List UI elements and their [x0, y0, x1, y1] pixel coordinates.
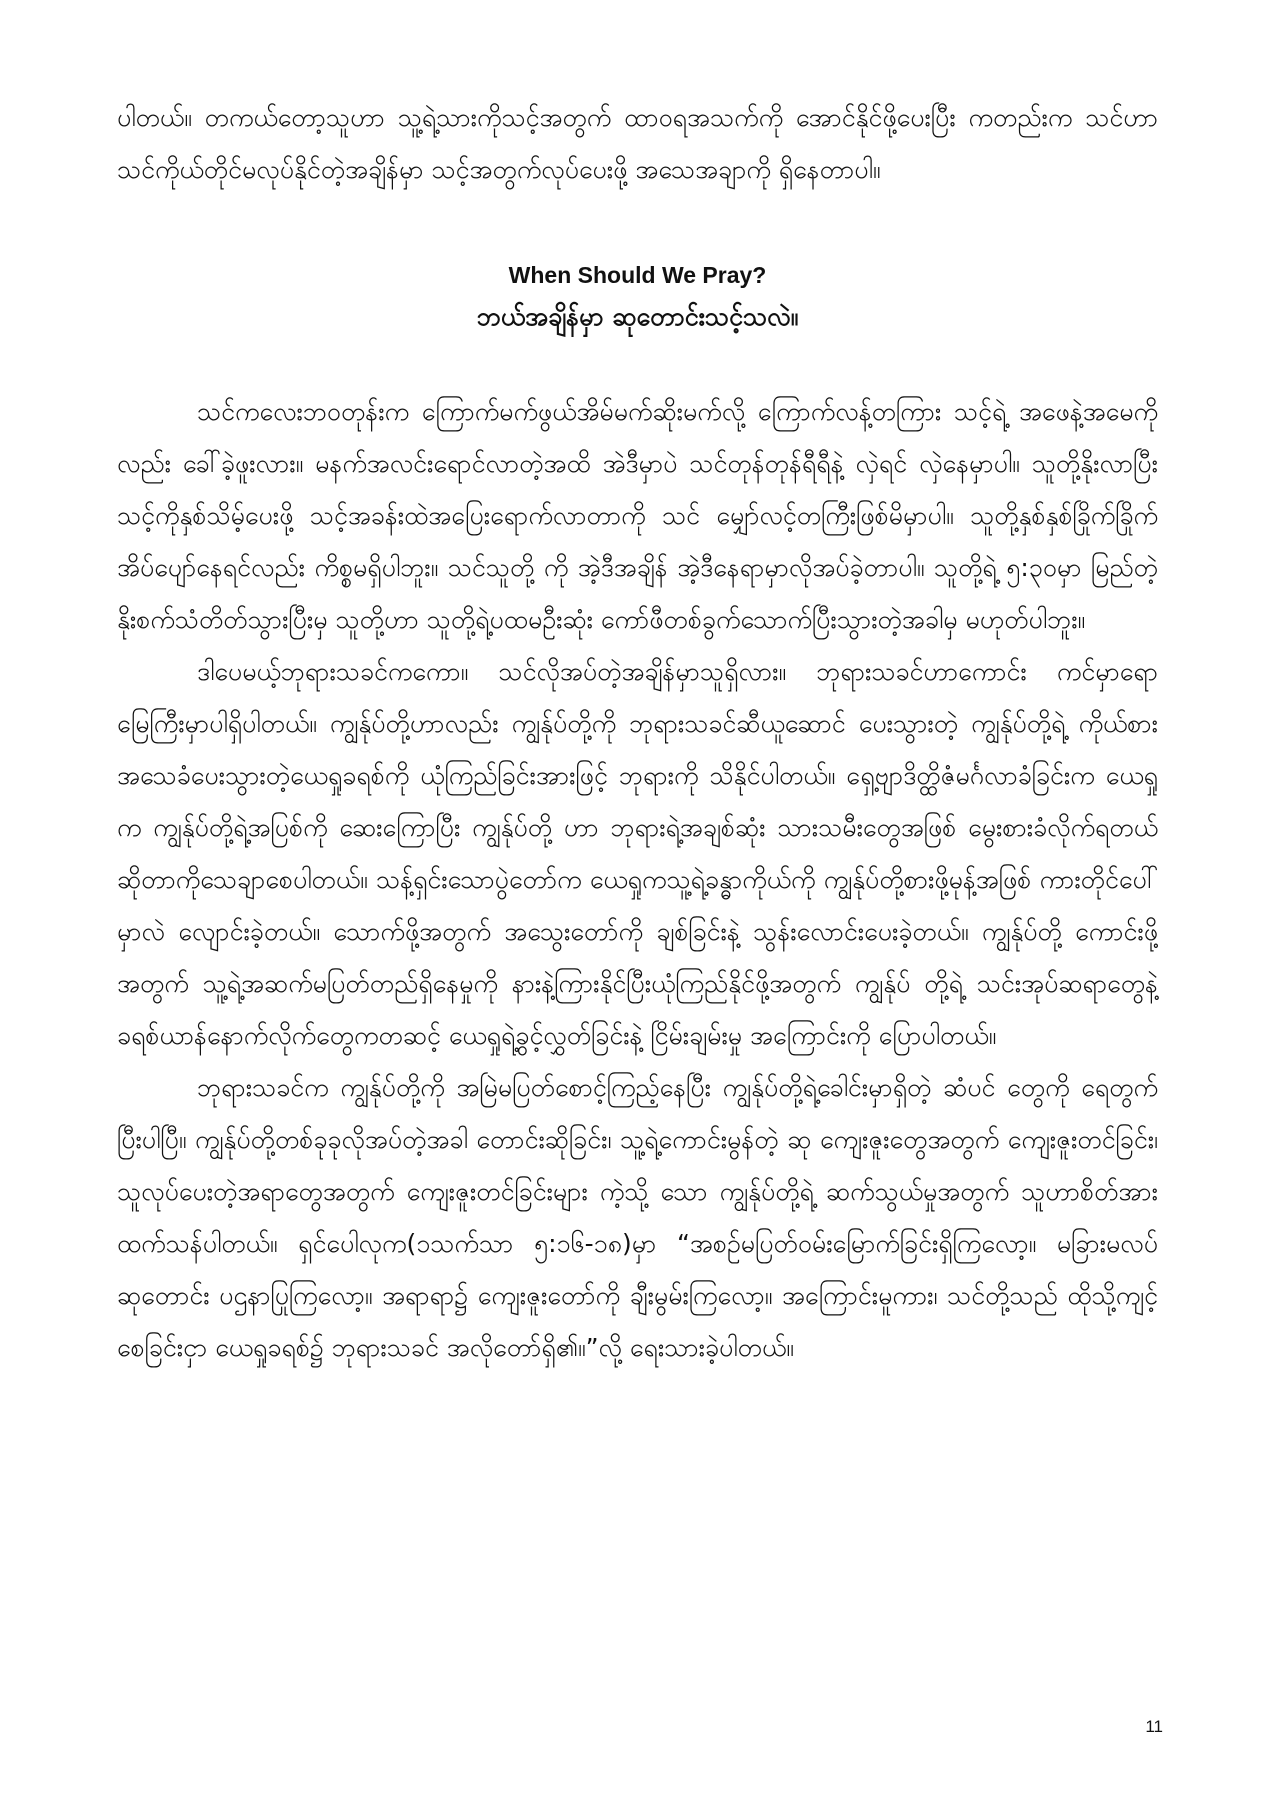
body-paragraph-2: ဒါပေမယ့်ဘုရားသခင်ကကော။ သင်လိုအပ်တဲ့အချိန်မှာသူရှိလား။ ဘုရားသခင်ဟာကောင်း ကင်မှာရော မြေကြီးမှာပါရှိပါတယ်။ ကျွန်ုပ်တို့ဟာလည်း ကျွန်ုပ်တို့ကို ဘုရားသခင်ဆီယူဆောင် ပေးသွားတဲ့ ကျွန်ုပ်တို့ရဲ့ ကိုယ်စားအသေခံပေးသွားတဲ့ယေရှုခရစ်ကို ယုံကြည်ခြင်းအားဖြင့် ဘုရားကို သိနိုင်ပါတယ်။ ရှေ့ဗျာဒိတ္ထိဇံမင်္ဂလာခံခြင်းက ယေရှုက ကျွန်ုပ်တို့ရဲ့အပြစ်ကို ဆေးကြောပြီး ကျွန်ုပ်တို့ ဟာ ဘုရားရဲ့အချစ်ဆုံး သားသမီးတွေအဖြစ် မွေးစားခံလိုက်ရတယ် ဆိုတာကိုသေချာစေပါတယ်။ သန့်ရှင်းသောပွဲတော်က ယေရှုကသူ့ရဲ့ခန္ဓာကိုယ်ကို ကျွန်ုပ်တို့စားဖို့မုန့်အဖြစ် ကားတိုင်ပေါ်မှာလဲ လျောင်းခဲ့တယ်။ သောက်ဖို့အတွက် အသွေးတော်ကို ချစ်ခြင်းနဲ့ သွန်းလောင်းပေးခဲ့တယ်။ ကျွန်ုပ်တို့ ကောင်းဖို့အတွက် သူ့ရဲ့အဆက်မပြတ်တည်ရှိနေမှုကို နားနဲ့ကြားနိုင်ပြီးယုံကြည်နိုင်ဖို့အတွက် ကျွန်ုပ် တို့ရဲ့ သင်းအုပ်ဆရာတွေနဲ့ ခရစ်ယာန်နောက်လိုက်တွေကတဆင့် ယေရှုရဲ့ခွင့်လွှတ်ခြင်းနဲ့ ငြိမ်းချမ်းမှု အကြောင်းကို ပြောပါတယ်။ — [117, 657, 1158, 1050]
section-heading — [117, 258, 1158, 342]
page-number: 11 — [1145, 1717, 1163, 1736]
heading-english: When Should We Pray? — [508, 262, 767, 288]
intro-paragraph: ပါတယ်။ တကယ်တော့သူဟာ သူ့ရဲ့သားကိုသင့်အတွက် ထာဝရအသက်ကို အောင်နိုင်ဖို့ပေးပြီး ကတည်းက သင်ဟာသင်ကိုယ်တိုင်မလုပ်နိုင်တဲ့အချိန်မှာ သင့်အတွက်လုပ်ပေးဖို့ အသေအချာကို ရှိနေတာပါ။ — [117, 103, 1158, 184]
heading-myanmar: ဘယ်အချိန်မှာ ဆုတောင်းသင့်သလဲ။ — [476, 302, 799, 331]
body-paragraph-1: သင်ကလေးဘဝတုန်းက ကြောက်မက်ဖွယ်အိမ်မက်ဆိုးမက်လို့ ကြောက်လန့်တကြား သင့်ရဲ့ အဖေနဲ့အမေကိုလည်း ခေါ်ခဲ့ဖူးလား။ မနက်အလင်းရောင်လာတဲ့အထိ အဲဒီမှာပဲ သင်တုန်တုန်ရီရီနဲ့ လှဲရင် လှဲနေမှာပါ။ သူတို့နိုးလာပြီး သင့်ကိုနှစ်သိမ့်ပေးဖို့ သင့်အခန်းထဲအပြေးရောက်လာတာကို သင် မျှော်လင့်တကြီးဖြစ်မိမှာပါ။ သူတို့နှစ်နှစ်ခြိုက်ခြိုက်အိပ်ပျော်နေရင်လည်း ကိစ္စမရှိပါဘူး။ သင်သူတို့ ကို အဲ့ဒီအချိန် အဲ့ဒီနေရာမှာလိုအပ်ခဲ့တာပါ။ သူတို့ရဲ့ ၅:၃၀မှာ မြည်တဲ့နိုးစက်သံတိတ်သွားပြီးမှ သူတို့ဟာ သူတို့ရဲ့ပထမဦးဆုံး ကော်ဖီတစ်ခွက်သောက်ပြီးသွားတဲ့အခါမှ မဟုတ်ပါဘူး။ — [117, 397, 1158, 634]
body-paragraph-3: ဘုရားသခင်က ကျွန်ုပ်တို့ကို အမြဲမပြတ်စောင့်ကြည့်နေပြီး ကျွန်ုပ်တို့ရဲ့ခေါင်းမှာရှိတဲ့ ဆံပင် တွေကို ရေတွက်ပြီးပါပြီ။ ကျွန်ုပ်တို့တစ်ခုခုလိုအပ်တဲ့အခါ တောင်းဆိုခြင်း၊ သူ့ရဲ့ကောင်းမွန်တဲ့ ဆု ကျေးဇူးတွေအတွက် ကျေးဇူးတင်ခြင်း၊ သူလုပ်ပေးတဲ့အရာတွေအတွက် ကျေးဇူးတင်ခြင်းများ ကဲ့သို့ သော ကျွန်ုပ်တို့ရဲ့ ဆက်သွယ်မှုအတွက် သူဟာစိတ်အားထက်သန်ပါတယ်။ ရှင်ပေါလုက(၁သက်သာ ၅:၁၆-၁၈)မှာ “အစဉ်မပြတ်ဝမ်းမြောက်ခြင်းရှိကြလော့။ မခြားမလပ်ဆုတောင်း ပဌနာပြုကြလော့။ အရာရာ၌ ကျေးဇူးတော်ကို ချီးမွမ်းကြလော့။ အကြောင်းမူကား၊ သင်တို့သည် ထိုသို့ကျင့်စေခြင်းငှာ ယေရှုခရစ်၌ ဘုရားသခင် အလိုတော်ရှိ၏။”လို့ ရေးသားခဲ့ပါတယ်။ — [117, 1073, 1158, 1362]
